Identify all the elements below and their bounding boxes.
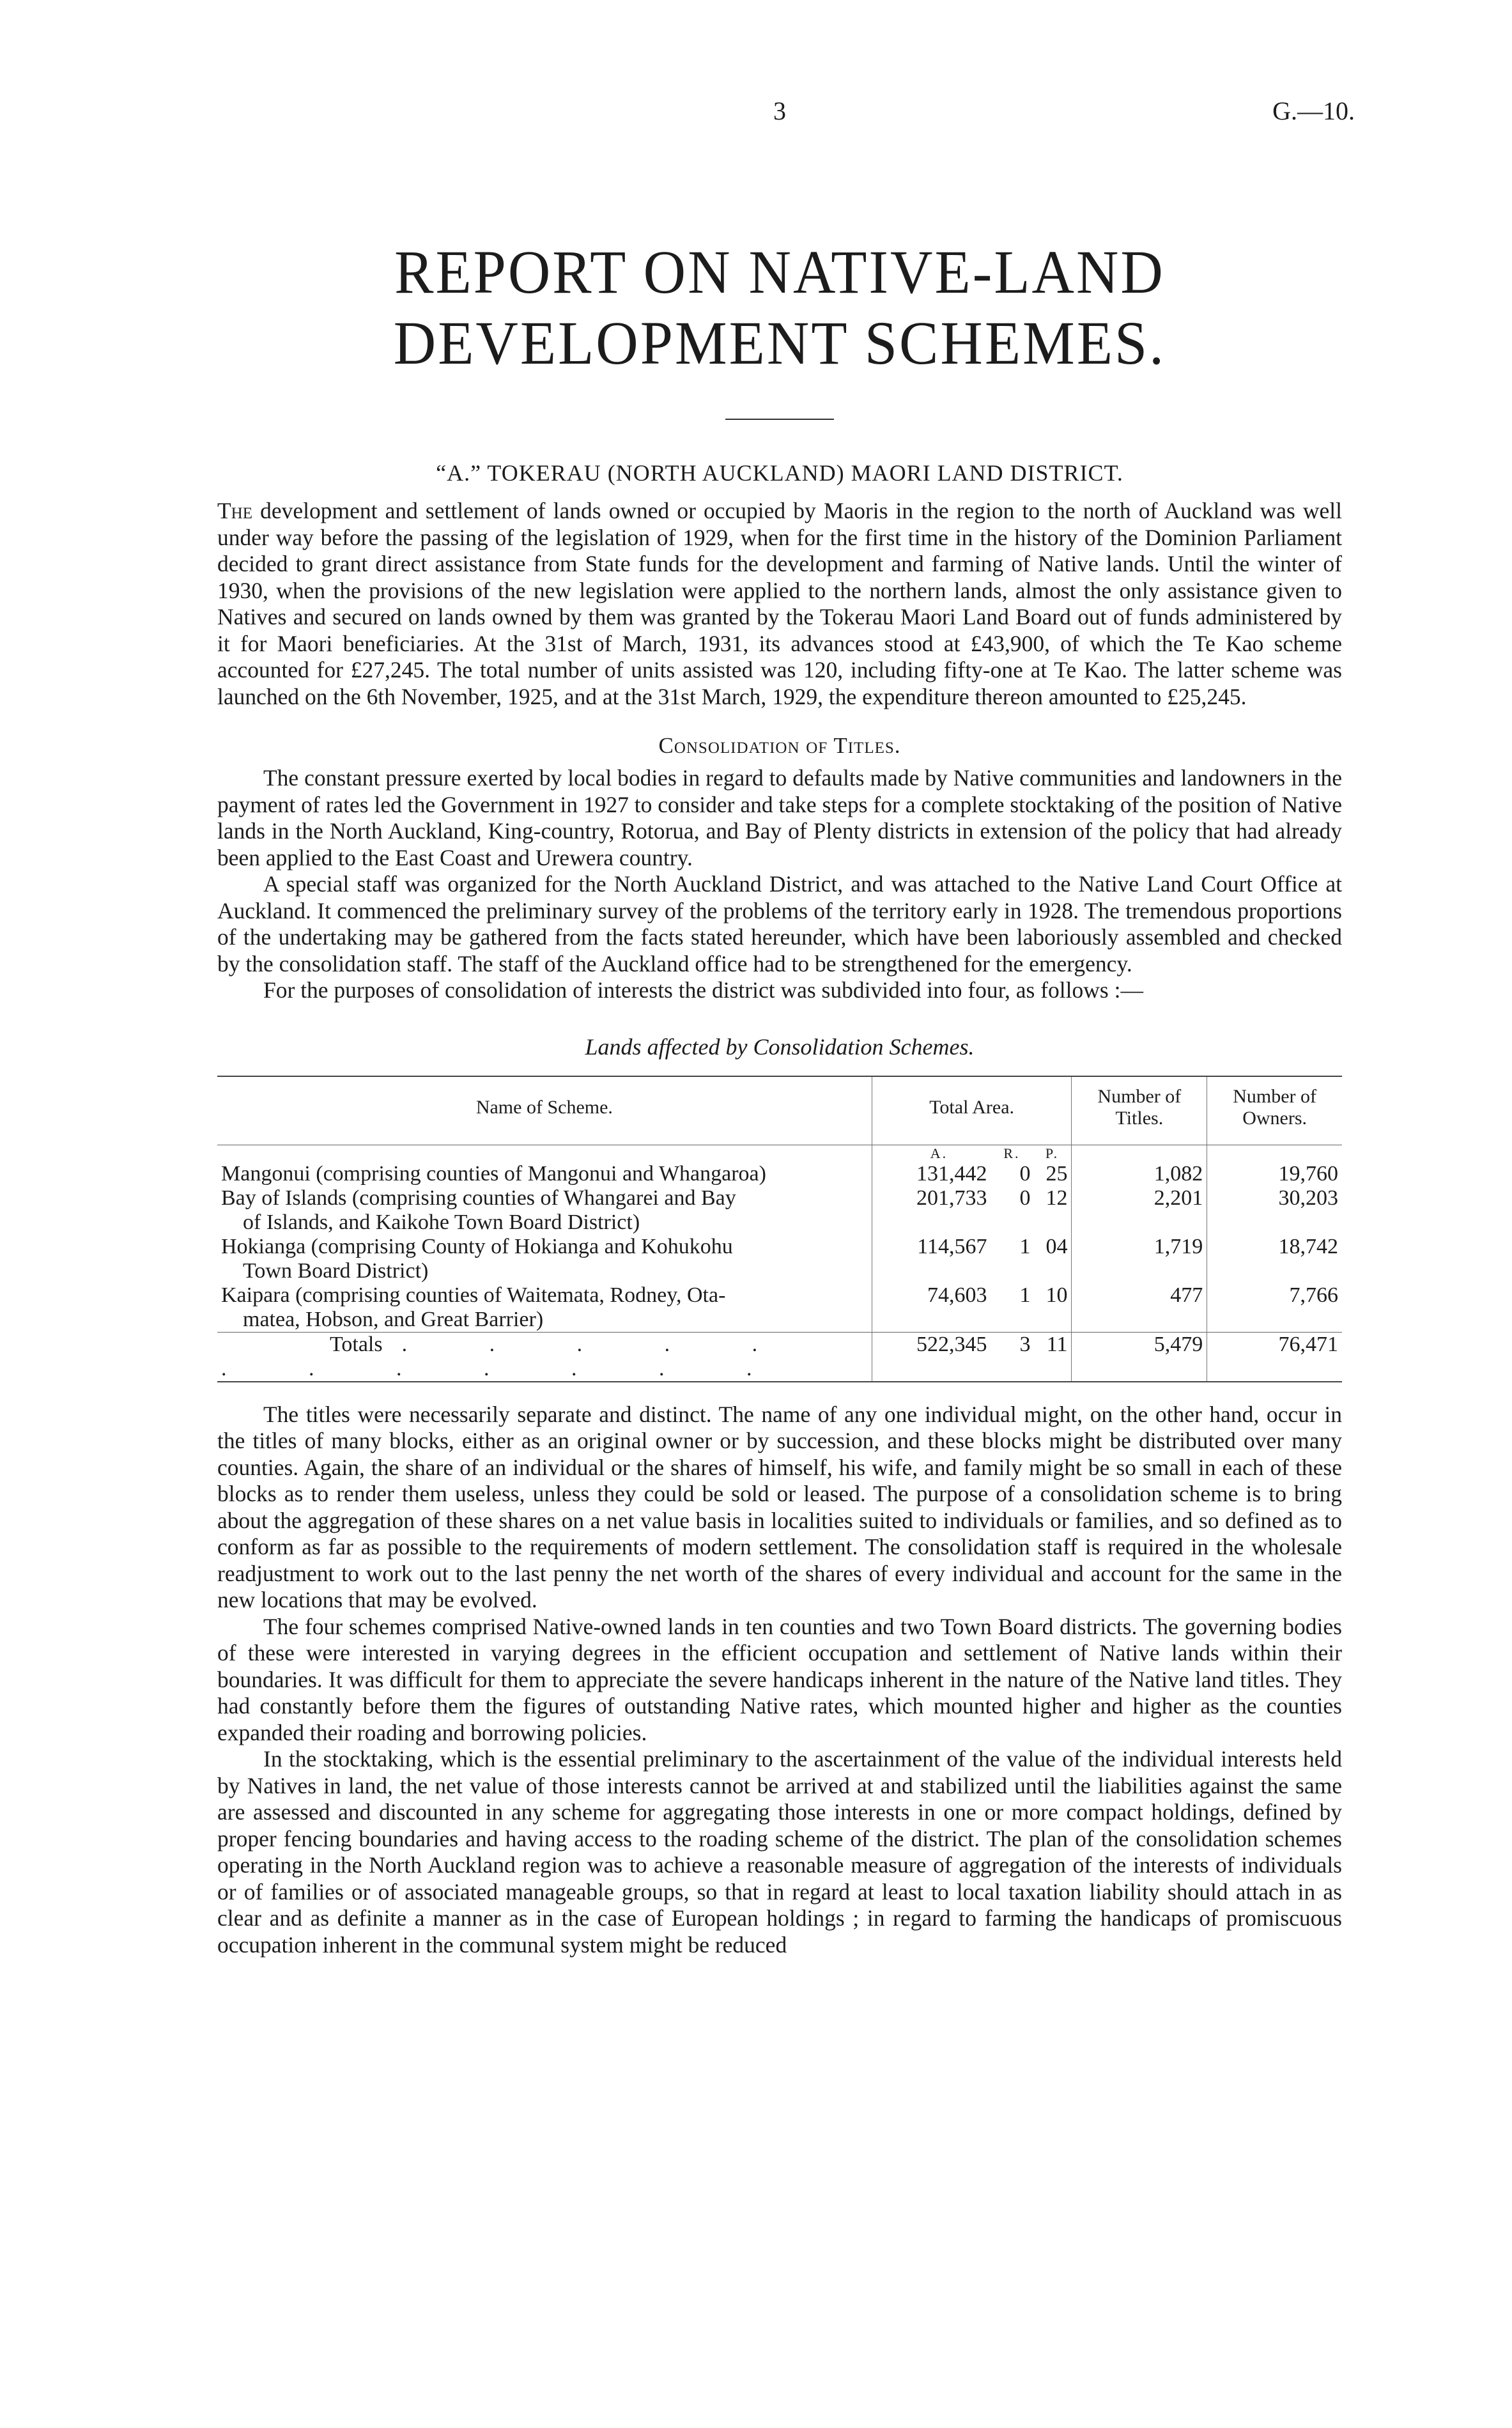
table-caption: Lands affected by Consolidation Schemes. [585,1033,975,1060]
scheme-name-continued: matea, Hobson, and Great Barrier) [243,1307,544,1331]
paragraph: A special staff was organized for the North Auckland District, and was attached to the Native Land Court Office at Auckland. It commenced the preliminary survey of the problems of the territory early in 1928. The tremendous proportions of the undertaking may be gathered from the facts stated hereunder, which have been laboriously assembled and checked by the consolidation staff. The staff of the Auckland office had to be strengthened for the emergency. [217,871,1342,977]
table-row [217,1162,1342,1186]
area-perches: 04 [1045,1234,1068,1258]
header-number-of-titles: Number of Titles. [1072,1076,1207,1145]
consolidation-schemes-table [217,1076,1342,1382]
paragraph: The four schemes comprised Native-owned lands in ten counties and two Town Board districts. The governing bodies of these were interested in varying degrees in the efficient occupation and settlement of Native lands within their boundaries. It was difficult for them to appreciate the severe handicaps inherent in the nature of the Native land titles. They had constantly before them the figures of outstanding Native rates, which mounted higher and higher as the counties expanded their roading and borrowing policies. [217,1613,1342,1745]
titles-value: 477 [1072,1283,1207,1333]
paragraph: In the stocktaking, which is the essential preliminary to the ascertainment of the value of the individual interests held by Natives in land, the net value of those interests cannot be arrived at and stabilized until the liabilities against the same are assessed and discounted in any scheme for aggregating those interests in one or more compact holdings, defined by proper fencing boundaries and having access to the roading scheme of the district. The plan of the consolidation schemes operating in the North Auckland region was to achieve a reasonable measure of aggregation of the interests of individuals or of families or of associated manageable groups, so that in regard at least to local taxation liability should attach in as clear and as definite a manner as in the case of European holdings ; in regard to farming the handicaps of promiscuous occupation inherent in the communal system might be reduced [217,1746,1342,1958]
area-acres: 131,442 [916,1161,987,1186]
area-roods: 0 [1019,1186,1031,1210]
area-perches: 10 [1045,1283,1068,1307]
title-divider [725,419,834,420]
unit-acres: A. [930,1145,948,1161]
totals-row [217,1332,1342,1382]
total-perches: 11 [1046,1332,1068,1356]
paper-reference: G.—10. [1272,97,1355,125]
table-row [217,1283,1342,1333]
area-perches: 25 [1045,1161,1068,1186]
titles-value: 2,201 [1072,1186,1207,1235]
total-owners-value: 76,471 [1207,1332,1342,1382]
area-value [876,1162,1068,1186]
area-perches: 12 [1045,1186,1068,1210]
area-acres: 201,733 [916,1186,987,1210]
table-row [217,1186,1342,1235]
total-area-value [876,1333,1068,1357]
intro-lead-word: The [217,498,253,523]
body-after-table [217,1402,1342,1959]
intro-paragraph [217,498,1342,710]
table-header-row [217,1076,1342,1145]
total-roods: 3 [1019,1332,1031,1356]
area-acres: 74,603 [927,1283,987,1307]
running-head [217,96,1355,141]
unit-perches: P. [1045,1145,1060,1161]
header-scheme-name: Name of Scheme. [217,1076,872,1145]
area-roods: 1 [1019,1234,1031,1258]
unit-roods: R. [1003,1145,1021,1161]
total-titles-value: 5,479 [1072,1332,1207,1382]
owners-value: 18,742 [1207,1235,1342,1283]
paragraph: The titles were necessarily separate and distinct. The name of any one individual might, on the other hand, occur in the titles of many blocks, either as an original owner or by succession, and these blocks might be distributed over many counties. Again, the share of an individual or the shares of himself, his wife, and family might be so small in each of these blocks as to render them useless, unless they could be sold or leased. The purpose of a consolidation scheme is to bring about the aggregation of these shares on a net value basis in localities suited to individuals or families, and so defined as to conform as far as possible to the requirements of modern settlement. The consolidation staff is required in the wholesale readjustment to work out to the last penny the net worth of the shares of every individual and account for the same in the new locations that may be evolved. [217,1401,1342,1612]
owners-value: 30,203 [1207,1186,1342,1235]
paragraph: The constant pressure exerted by local bodies in regard to defaults made by Native communities and landowners in the payment of rates led the Government in 1927 to consider and take steps for a complete stocktaking of the position of Native lands in the North Auckland, King-country, Rotorua, and Bay of Plenty districts in extension of the policy that had already been applied to the East Coast and Urewera country. [217,765,1342,870]
total-acres: 522,345 [916,1332,987,1356]
paragraph: For the purposes of consolidation of interests the district was subdivided into four, as follows :— [263,977,1143,1003]
titles-value: 1,082 [1072,1162,1207,1186]
units-row [217,1145,1342,1162]
page-number: 3 [773,97,786,125]
scheme-name: Kaipara (comprising counties of Waitemata, Rodney, Ota- [221,1283,726,1307]
header-number-of-owners: Number of Owners. [1207,1076,1342,1145]
totals-leader-dots: . . . . . . . . . . . . [221,1332,796,1380]
district-heading: “A.” TOKERAU (NORTH AUCKLAND) MAORI LAND DISTRICT. [436,460,1123,486]
area-units [876,1145,1068,1162]
area-value [876,1186,1068,1210]
area-roods: 1 [1019,1283,1031,1307]
scheme-name: Hokianga (comprising County of Hokianga and Kohukohu [221,1234,733,1258]
report-title: REPORT ON NATIVE-LAND DEVELOPMENT SCHEMES. [393,237,1166,378]
totals-label: Totals [330,1332,383,1356]
scheme-name-continued: Town Board District) [243,1258,429,1283]
area-roods: 0 [1019,1161,1031,1186]
owners-value: 19,760 [1207,1162,1342,1186]
scheme-name-continued: of Islands, and Kaikohe Town Board District) [243,1210,640,1234]
area-value [876,1283,1068,1308]
header-total-area: Total Area. [872,1076,1072,1145]
area-acres: 114,567 [917,1234,987,1258]
area-value [876,1235,1068,1259]
document-page [217,96,1355,1958]
scheme-name: Mangonui (comprising counties of Mangonui and Whangaroa) [221,1161,766,1186]
scheme-name: Bay of Islands (comprising counties of Whangarei and Bay [221,1186,736,1210]
intro-text: development and settlement of lands owned or occupied by Maoris in the region to the north of Auckland was well under way before the passing of the legislation of 1929, when for the first time in the history of the Dominion Parliament decided to grant direct assistance from State funds for the development and farming of Native lands. Until the winter of 1930, when the provisions of the new legislation were applied to the northern lands, almost the only assistance given to Natives and secured on lands owned by them was granted by the Tokerau Maori Land Board out of funds administered by it for Maori beneficiaries. At the 31st of March, 1931, its advances stood at £43,900, of which the Te Kao scheme accounted for £27,245. The total number of units assisted was 120, including fifty-one at Te Kao. The latter scheme was launched on the 6th November, 1925, and at the 31st March, 1929, the expenditure thereon amounted to £25,245. [217,498,1342,709]
table-row [217,1235,1342,1283]
owners-value: 7,766 [1207,1283,1342,1333]
section-heading: Consolidation of Titles. [658,733,901,758]
titles-value: 1,719 [1072,1235,1207,1283]
